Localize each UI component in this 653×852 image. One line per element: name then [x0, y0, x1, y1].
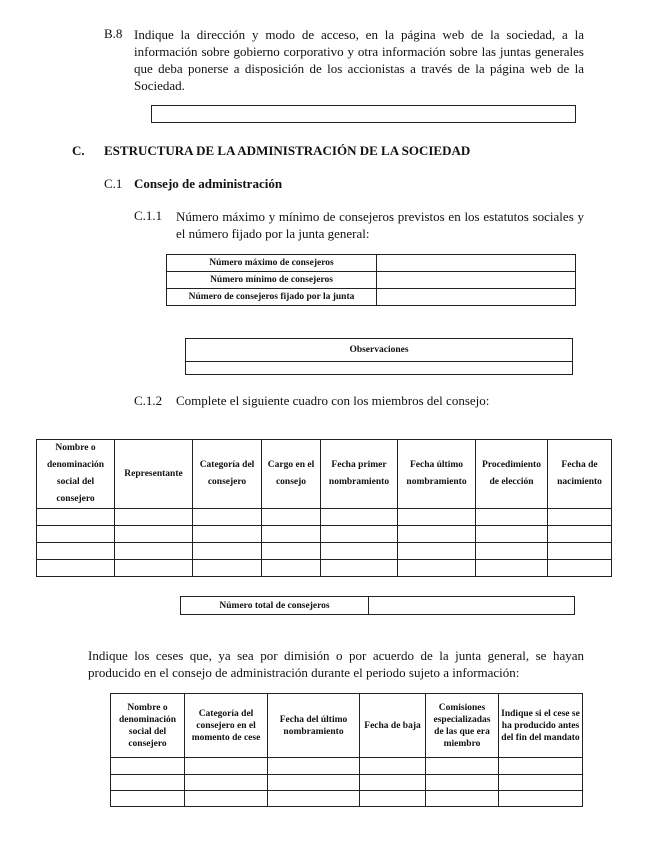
- c11-value-min[interactable]: [377, 272, 576, 289]
- ceses-header-comisiones: Comisiones especializadas de las que era miembro: [426, 694, 499, 758]
- observaciones-field[interactable]: [186, 362, 573, 375]
- c12-header-representante: Representante: [115, 440, 193, 509]
- c12-text: Complete el siguiente cuadro con los miembros del consejo:: [176, 393, 490, 408]
- observaciones-table: [185, 338, 573, 375]
- section-c-title: ESTRUCTURA DE LA ADMINISTRACIÓN DE LA SOCIEDAD: [104, 143, 471, 158]
- c11-text: Número máximo y mínimo de consejeros previstos en los estatutos sociales y el número fijado por la junta general:: [176, 209, 584, 241]
- c11-number: C.1.1: [134, 208, 163, 223]
- ceses-header-fecha-baja: Fecha de baja: [360, 694, 426, 758]
- c11-table: [166, 254, 576, 306]
- ceses-header-nombre: Nombre o denominación social del consejero: [111, 694, 185, 758]
- table-row: [37, 543, 612, 560]
- c11-value-max[interactable]: [377, 255, 576, 272]
- ceses-header-categoria: Categoría del consejero en el momento de cese: [185, 694, 268, 758]
- c12-header-cargo: Cargo en el consejo: [262, 440, 321, 509]
- section-c-letter: C.: [72, 143, 85, 158]
- table-row: [111, 775, 583, 791]
- table-row: [167, 289, 576, 306]
- b8-answer-field[interactable]: [151, 105, 576, 123]
- c11-label-min: Número mínimo de consejeros: [167, 272, 377, 289]
- table-row: [111, 791, 583, 807]
- c12-table: [36, 439, 612, 577]
- total-label: Número total de consejeros: [181, 597, 369, 615]
- table-row: [37, 526, 612, 543]
- table-row: [37, 509, 612, 526]
- c11-value-junta[interactable]: [377, 289, 576, 306]
- b8-text: Indique la dirección y modo de acceso, en la página web de la sociedad, a la información sobre gobierno corporativo y otra información sobre las juntas generales que deba ponerse a disposición de los accionistas a través de la página web de la Sociedad.: [134, 27, 584, 93]
- table-row: [167, 272, 576, 289]
- ceses-header-fecha-ultimo: Fecha del último nombramiento: [268, 694, 360, 758]
- table-row: [167, 255, 576, 272]
- c12-header-nombre: Nombre o denominación social del consejero: [37, 440, 115, 509]
- ceses-text: Indique los ceses que, ya sea por dimisión o por acuerdo de la junta general, se hayan producido en el consejo de administración durante el periodo sujeto a información:: [88, 648, 584, 680]
- c12-header-fecha-primer: Fecha primer nombramiento: [321, 440, 398, 509]
- table-row: [111, 758, 583, 775]
- table-row: [37, 560, 612, 577]
- c11-label-max: Número máximo de consejeros: [167, 255, 377, 272]
- c11-label-junta: Número de consejeros fijado por la junta: [167, 289, 377, 306]
- ceses-header-cese-antes: Indique si el cese se ha producido antes del fin del mandato: [499, 694, 583, 758]
- c12-header-procedimiento: Procedimiento de elección: [476, 440, 548, 509]
- total-value[interactable]: [369, 597, 575, 615]
- c12-number: C.1.2: [134, 393, 163, 408]
- observaciones-label: Observaciones: [186, 339, 573, 362]
- c12-header-fecha-ultimo: Fecha último nombramiento: [398, 440, 476, 509]
- total-table: [180, 596, 575, 615]
- c1-title: Consejo de administración: [134, 176, 283, 191]
- c12-header-fecha-nacimiento: Fecha de nacimiento: [548, 440, 612, 509]
- b8-number: B.8: [104, 26, 123, 41]
- c12-header-categoria: Categoría del consejero: [193, 440, 262, 509]
- c1-number: C.1: [104, 176, 123, 191]
- ceses-table: [110, 693, 583, 807]
